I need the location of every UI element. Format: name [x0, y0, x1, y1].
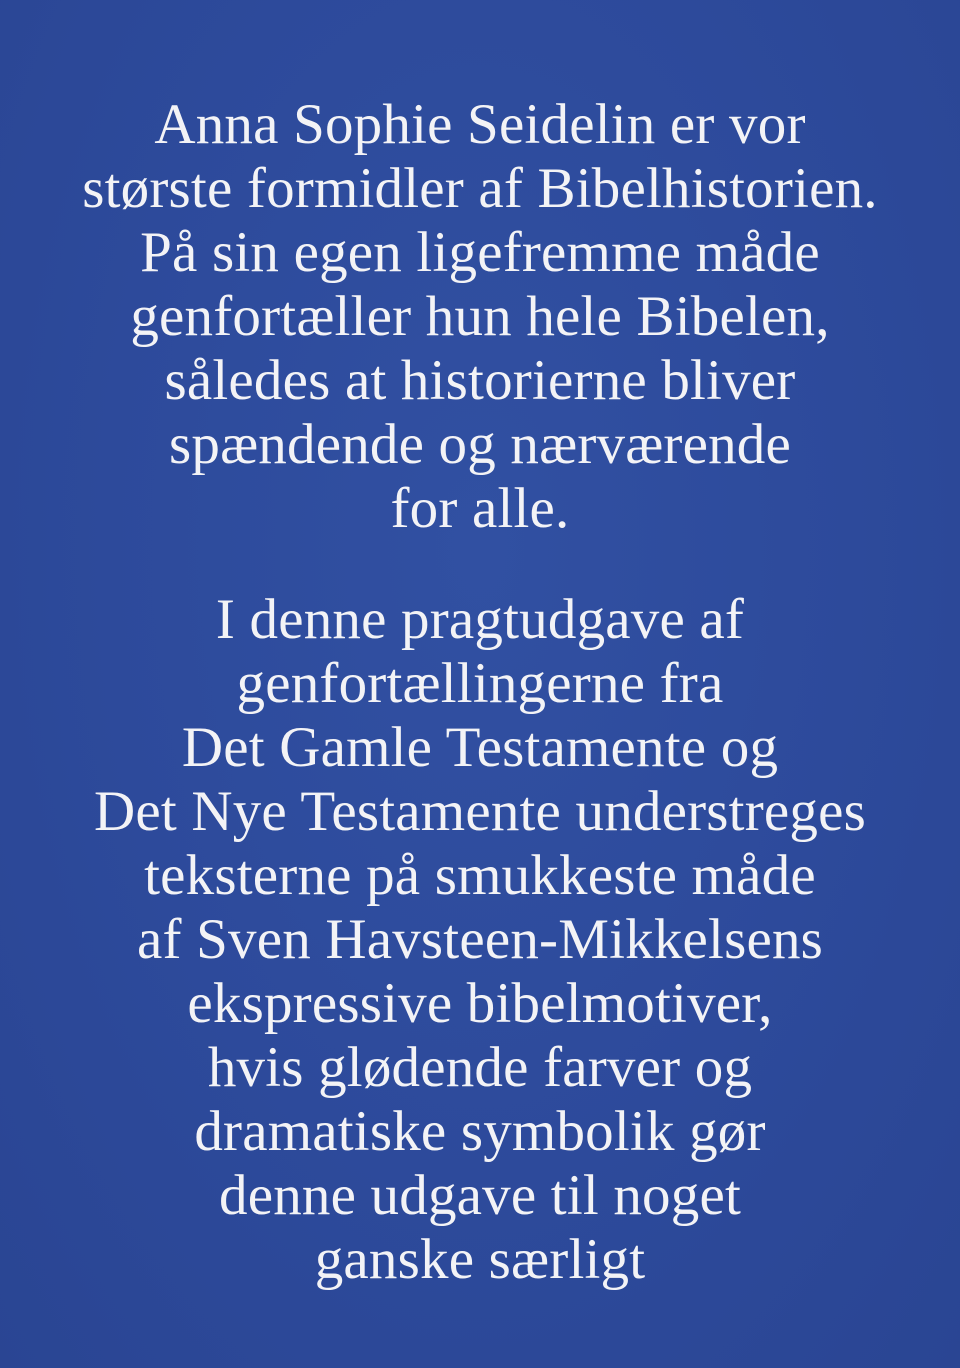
text-line: for alle. — [390, 477, 570, 540]
text-line: Anna Sophie Seidelin er vor — [154, 93, 806, 156]
text-line: genfortællingerne fra — [236, 652, 724, 715]
text-line: denne udgave til noget — [219, 1164, 741, 1227]
blurb-paragraph-1 — [0, 93, 960, 541]
blurb-paragraph-2 — [0, 588, 960, 1292]
text-line: teksterne på smukkeste måde — [144, 844, 816, 907]
text-line: spændende og nærværende — [169, 413, 791, 476]
text-line: af Sven Havsteen-Mikkelsens — [136, 908, 824, 971]
text-line: Det Gamle Testamente og — [181, 716, 779, 779]
text-line: På sin egen ligefremme måde — [140, 221, 820, 284]
text-line: I denne pragtudgave af — [215, 588, 745, 651]
text-line: hvis glødende farver og — [207, 1036, 753, 1099]
text-line: ekspressive bibelmotiver, — [187, 972, 773, 1035]
text-line: Det Nye Testamente understreges — [94, 780, 866, 843]
text-line: genfortæller hun hele Bibelen, — [130, 285, 830, 348]
text-line: således at historierne bliver — [164, 349, 796, 412]
text-line: største formidler af Bibelhistorien. — [82, 157, 878, 220]
text-line: dramatiske symbolik gør — [194, 1100, 766, 1163]
text-line: ganske særligt — [314, 1228, 646, 1291]
